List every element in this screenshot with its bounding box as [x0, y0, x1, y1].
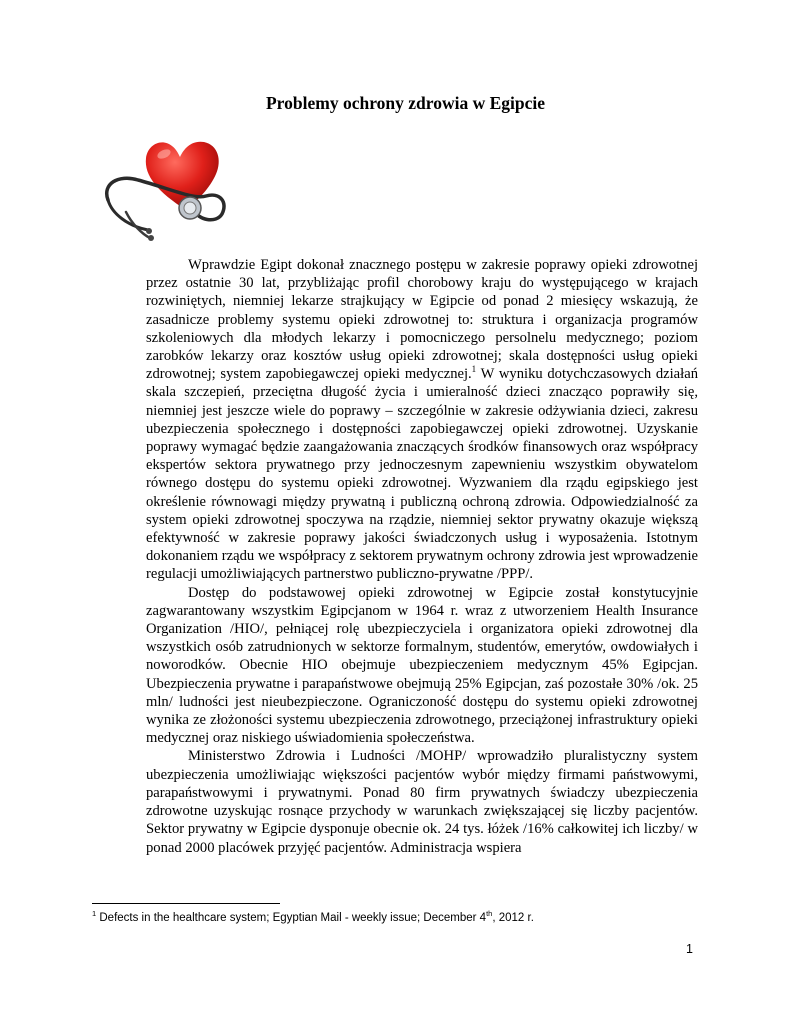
page-title: Problemy ochrony zdrowia w Egipcie	[265, 93, 546, 113]
footnote-marker: 1	[92, 909, 97, 919]
footnote-text: Defects in the healthcare system; Egyptian Mail - weekly issue; December 4	[96, 912, 487, 924]
paragraph	[146, 256, 698, 584]
footnote-ordinal: th	[486, 909, 493, 919]
footnote-separator	[92, 903, 280, 904]
body-text	[146, 256, 698, 857]
paragraph-text: W wyniku dotychczasowych działań skala szczepień, przeciętna długość życia i umieralność dzieci znacząco poprawiły się, niemniej jest jeszcze wiele do poprawy – szczególnie w zakresie odżywiania dzieci, zakresu ubezpieczenia społecznego i dostępności zapobiegawczej opieki zdrowotnej. Uzyskanie poprawy wymagać będzie zaangażowania znaczących środków finansowych oraz współpracy ekspertów sektora prywatnego przy jednoczesnym zapewnieniu wszystkim obywatelom równego dostępu do systemu opieki zdrowotnej. Wyzwaniem dla rządu egipskiego jest określenie równowagi między prywatną i publiczną ochroną zdrowia. Odpowiedzialność za system opieki zdrowotnej spoczywa na rządzie, niemniej sektor prywatny okazuje większą efektywność w zakresie poprawy jakości świadczonych usług i wyposażenia. Istotnym dokonaniem rządu we współpracy z sektorem prywatnym ochrony zdrowia jest wprowadzenie regulacji umożliwiających partnerstwo publiczno-prywatne /PPP/.	[146, 366, 698, 583]
page-number: 1	[686, 942, 693, 956]
footnote-reference[interactable]: 1	[471, 364, 477, 375]
heart-stethoscope-icon	[98, 130, 238, 242]
paragraph-text: Wprawdzie Egipt dokonał znacznego postępu w zakresie poprawy opieki zdrowotnej przez ostatnie 30 lat, przybliżając profil chorobowy kraju do występującego w krajach rozwiniętych, niemniej lekarze strajkujący w Egipcie od ponad 2 miesięcy wskazują, że zasadnicze problemy systemu opieki zdrowotnej to: struktura i organizacja programów szkoleniowych dla młodych lekarzy i pomocniczego persolnelu medycznego; poziom zarobków lekarzy oraz kosztów usług opieki zdrowotnej; skala dostępności usług opieki zdrowotnej; system zapobiegawczej opieki medycznej.	[146, 257, 698, 383]
paragraph: Dostęp do podstawowej opieki zdrowotnej w Egipcie został konstytucyjnie zagwarantowany wszystkim Egipcjanom w 1964 r. wraz z utworzeniem Health Insurance Organization /HIO/, pełniącej rolę ubezpieczyciela i organizatora opieki zdrowotnej dla wszystkich osób zatrudnionych w sektorze formalnym, studentów, emerytów, owdowiałych i noworodków. Obecnie HIO obejmuje ubezpieczeniem medycznym 45% Egipcjan. Ubezpieczenia prywatne i parapaństwowe obejmują 25% Egipcjan, zaś pozostałe 30% /ok. 25 mln/ ludności jest nieubezpieczone. Ograniczoność dostępu do systemu opieki zdrowotnej wynika ze złożoności systemu ubezpieczenia zdrowotnego, przeciążonej infrastruktury opieki medycznej oraz niskiego uświadomienia społeczeństwa.	[146, 584, 698, 747]
footnote	[92, 909, 712, 924]
paragraph: Ministerstwo Zdrowia i Ludności /MOHP/ wprowadziło pluralistyczny system ubezpieczenia umożliwiając większości pacjentów wybór między firmami państwowymi, parapaństwowymi i prywatnymi. Ponad 80 firm prywatnych świadczy ubezpieczenia zdrowotne uzyskując rosnące przychody w warunkach zwiększającej się liczby pacjentów. Sektor prywatny w Egipcie dysponuje obecnie ok. 24 tys. łóżek /16% całkowitej ich liczby/ w ponad 2000 placówek przyjęć pacjentów. Administracja wspiera	[146, 748, 698, 856]
footnote-text-end: , 2012 r.	[492, 912, 534, 924]
